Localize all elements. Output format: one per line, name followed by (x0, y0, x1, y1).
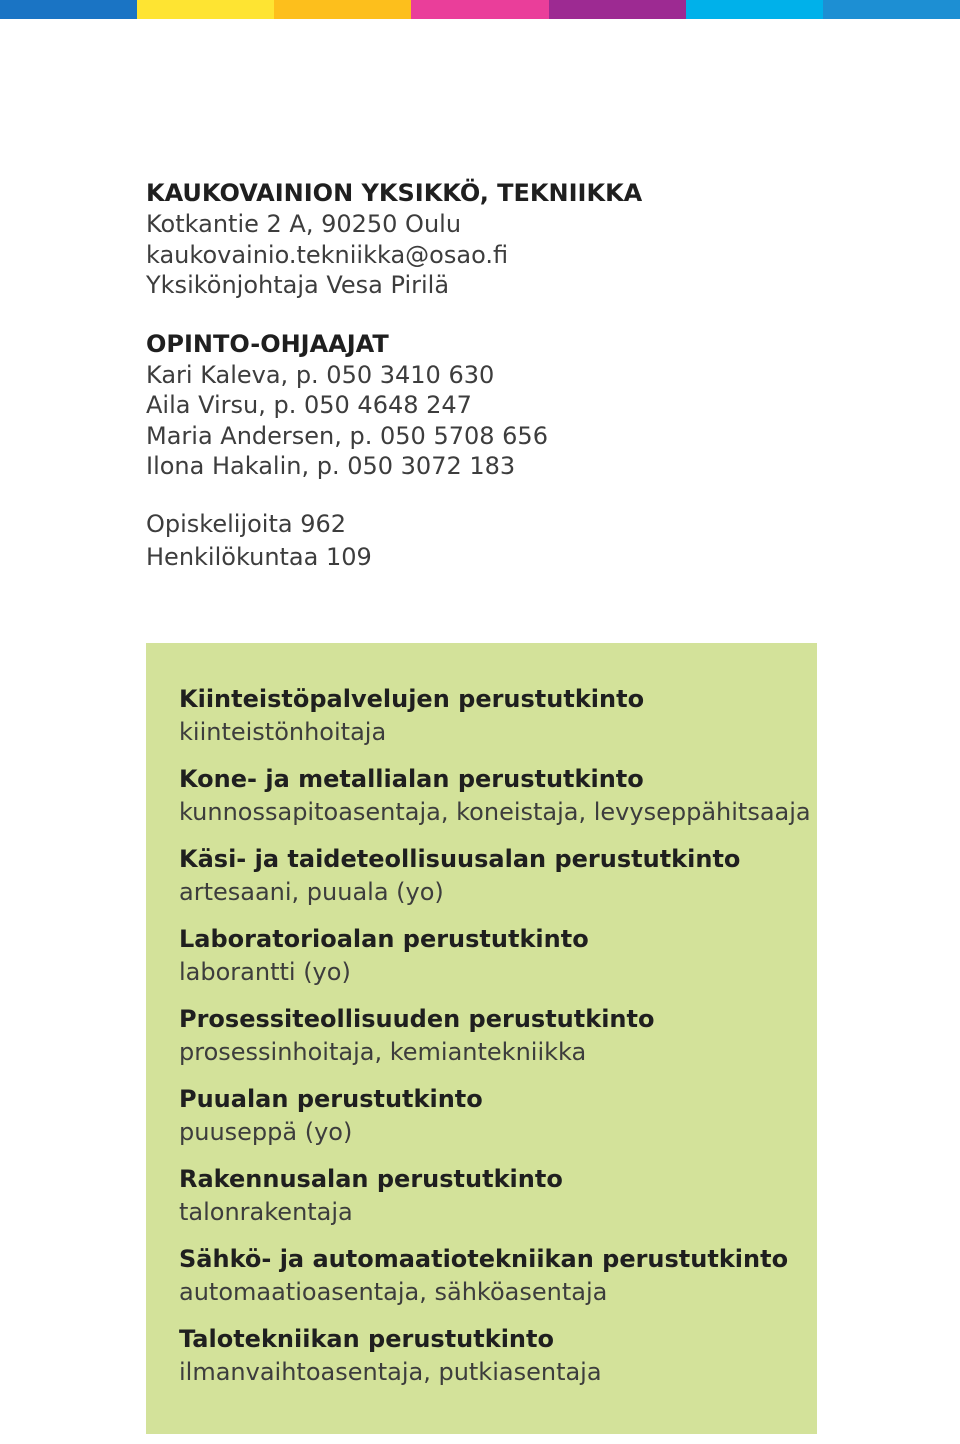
counselor-item: Kari Kaleva, p. 050 3410 630 (146, 360, 495, 389)
students-count: Opiskelijoita 962 (146, 509, 347, 538)
degree-title: Sähkö- ja automaatiotekniikan perustutkinto (179, 1245, 789, 1273)
color-bar-segment (0, 0, 137, 19)
counselors-block (146, 329, 846, 482)
degree-title: Laboratorioalan perustutkinto (179, 925, 589, 953)
counselors-title: OPINTO-OHJAAJAT (146, 329, 389, 358)
degree-description: puuseppä (yo) (179, 1118, 353, 1146)
degree-description: laborantti (yo) (179, 958, 351, 986)
color-bar-segment (549, 0, 686, 19)
degree-item (179, 923, 809, 988)
degree-description: automaatioasentaja, sähköasentaja (179, 1278, 608, 1306)
counselor-item: Maria Andersen, p. 050 5708 656 (146, 421, 548, 450)
degree-item (179, 1083, 809, 1148)
staff-count: Henkilökuntaa 109 (146, 542, 372, 571)
degree-item (179, 1003, 809, 1068)
degree-item (179, 843, 809, 908)
degree-title: Kone- ja metallialan perustutkinto (179, 765, 644, 793)
counselor-item: Aila Virsu, p. 050 4648 247 (146, 391, 472, 419)
color-bar-segment (823, 0, 960, 19)
degree-item (179, 683, 809, 748)
degree-item (179, 1243, 809, 1308)
degree-description: artesaani, puuala (yo) (179, 878, 444, 906)
stats-block (146, 508, 846, 574)
color-bar-segment (274, 0, 411, 19)
degree-title: Talotekniikan perustutkinto (179, 1325, 554, 1353)
degree-description: prosessinhoitaja, kemiantekniikka (179, 1038, 587, 1066)
degree-title: Puualan perustutkinto (179, 1085, 483, 1113)
degree-description: kunnossapitoasentaja, koneistaja, levyseppähitsaaja (179, 798, 811, 826)
unit-address: Kotkantie 2 A, 90250 Oulu (146, 210, 462, 238)
unit-manager: Yksikönjohtaja Vesa Pirilä (146, 271, 450, 299)
counselor-item: Ilona Hakalin, p. 050 3072 183 (146, 452, 516, 480)
top-color-bar (0, 0, 960, 19)
degree-item (179, 1163, 809, 1228)
degree-title: Prosessiteollisuuden perustutkinto (179, 1005, 655, 1033)
color-bar-segment (137, 0, 274, 19)
color-bar-segment (411, 0, 548, 19)
degrees-panel (146, 643, 817, 1434)
degree-description: kiinteistönhoitaja (179, 718, 387, 746)
contact-block (146, 178, 846, 301)
degree-item (179, 1323, 809, 1388)
degree-title: Rakennusalan perustutkinto (179, 1165, 563, 1193)
degree-title: Käsi- ja taideteollisuusalan perustutkinto (179, 845, 741, 873)
degree-description: ilmanvaihtoasentaja, putkiasentaja (179, 1358, 602, 1386)
degree-description: talonrakentaja (179, 1198, 353, 1226)
degree-title: Kiinteistöpalvelujen perustutkinto (179, 685, 645, 713)
unit-email[interactable]: kaukovainio.tekniikka@osao.fi (146, 240, 509, 269)
degree-item (179, 763, 809, 828)
degree-list (179, 683, 809, 1403)
unit-info (146, 178, 846, 574)
color-bar-segment (686, 0, 823, 19)
unit-title: KAUKOVAINION YKSIKKÖ, TEKNIIKKA (146, 179, 643, 207)
